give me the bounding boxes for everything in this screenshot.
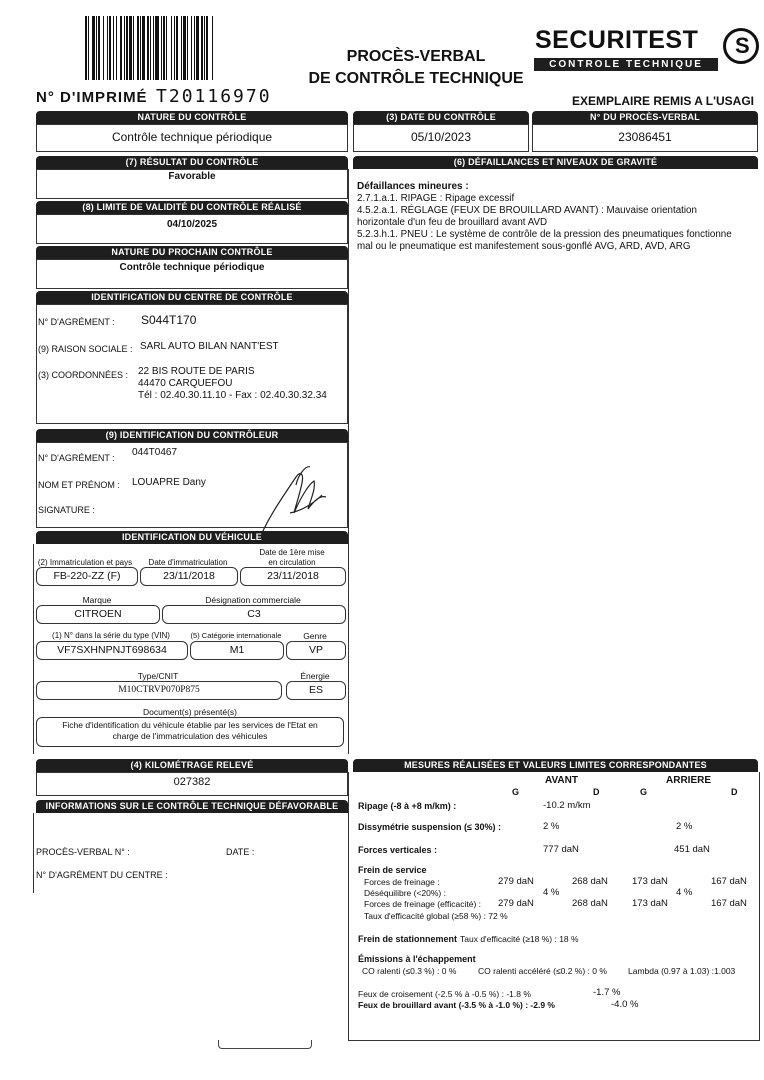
barcode-bar <box>201 16 203 80</box>
controleur-agrement-value: 044T0467 <box>132 447 178 458</box>
barcode-bar <box>161 16 162 80</box>
immat-field: FB-220-ZZ (F) <box>36 567 138 586</box>
prochain-value: Contrôle technique périodique <box>119 262 265 273</box>
frein-service-label: Frein de service <box>358 865 427 875</box>
immat-label: (2) Immatriculation et pays <box>37 558 133 567</box>
barcode-bar <box>187 16 188 80</box>
barcode-bar <box>166 16 167 80</box>
date-controle-header: (3) DATE DU CONTRÔLE <box>353 111 529 124</box>
document-line-2: charge de l'immatriculation des véhicules <box>112 731 268 741</box>
controleur-agrement-label: N° D'AGRÉMENT : <box>38 453 115 463</box>
bottom-left-mark <box>218 1040 312 1049</box>
barcode-bar <box>181 16 182 80</box>
exemplaire-label: EXEMPLAIRE REMIS A L'USAGI <box>572 94 754 108</box>
feux-brou: Feux de brouillard avant (-3.5 % à -1.0 %) : -2.9 % <box>358 1000 555 1010</box>
barcode-bar <box>140 16 141 80</box>
barcode-bar <box>196 16 199 80</box>
forces-vert-ar: 451 daN <box>674 844 710 855</box>
barcode-bar <box>191 16 192 80</box>
stationnement-value: Taux d'efficacité (≥18 %) : 18 % <box>460 934 579 944</box>
ff-ar-g: 173 daN <box>632 876 668 887</box>
deseq-av: 4 % <box>543 887 560 898</box>
dissym-label: Dissymétrie suspension (≤ 30%) : <box>358 822 501 832</box>
brand-sub: CONTROLE TECHNIQUE <box>534 58 718 71</box>
barcode-bar <box>204 16 205 80</box>
kilometrage-value: 027382 <box>173 776 211 788</box>
barcode-bar <box>155 16 158 80</box>
vin-field: VF7SXHNPNJT698634 <box>36 641 188 660</box>
defavorable-agrement-label: N° D'AGRÉMENT DU CENTRE : <box>36 870 168 880</box>
barcode-bar <box>113 16 114 80</box>
marque-label: Marque <box>82 595 112 605</box>
barcode-bar <box>212 16 213 80</box>
dissym-ar: 2 % <box>676 821 693 832</box>
centre-coord-label: (3) COORDONNÉES : <box>38 370 129 380</box>
document-line-1: Fiche d'identification du véhicule établie par les services de l'Etat en <box>62 720 318 730</box>
barcode-bar <box>163 16 165 80</box>
dissym-av: 2 % <box>543 821 560 832</box>
date-circ-label-2: en circulation <box>268 558 316 567</box>
ripage-label: Ripage (-8 à +8 m/km) : <box>358 801 457 811</box>
defaillance-line-2: 4.5.2.a.1. RÉGLAGE (FEUX DE BROUILLARD AVANT) : Mauvaise orientation <box>357 205 697 216</box>
documents-label: Document(s) présenté(s) <box>142 707 237 717</box>
barcode <box>85 16 275 80</box>
forces-vert-label: Forces verticales : <box>358 845 438 855</box>
ripage-value: -10.2 m/km <box>543 800 591 811</box>
resultat-header: (7) RÉSULTAT DU CONTRÔLE <box>36 156 348 169</box>
date-circ-field: 23/11/2018 <box>240 567 346 586</box>
col-av-g: G <box>512 787 520 797</box>
date-immat-label: Date d'immatriculation <box>148 558 228 567</box>
centre-coord-line3: Tél : 02.40.30.11.10 - Fax : 02.40.30.32.34 <box>138 390 327 401</box>
barcode-bar <box>147 16 149 80</box>
mesures-avant: AVANT <box>545 775 578 786</box>
barcode-bar <box>142 16 145 80</box>
num-pv-header: N° DU PROCÈS-VERBAL <box>532 111 758 124</box>
controleur-signature-label: SIGNATURE : <box>38 505 95 515</box>
defaillances-header: (6) DÉFAILLANCES ET NIVEAUX DE GRAVITÉ <box>353 156 758 169</box>
defavorable-header: INFORMATIONS SUR LE CONTRÔLE TECHNIQUE DÉFAVORABLE <box>36 800 348 813</box>
barcode-bar <box>116 16 117 80</box>
genre-field: VP <box>286 641 346 660</box>
barcode-bar <box>174 16 175 80</box>
controleur-nom-value: LOUAPRE Dany <box>132 477 206 488</box>
date-controle-value: 05/10/2023 <box>410 130 472 144</box>
designation-field: C3 <box>162 605 346 624</box>
defaillance-line-5: mal ou le pneumatique est manifestement sous-gonflé AVG, ARD, AVD, ARG <box>357 241 691 252</box>
centre-agrement-value: S044T170 <box>141 313 197 327</box>
categorie-field: M1 <box>190 641 284 660</box>
energie-label: Énergie <box>300 671 330 681</box>
lambda: Lambda (0.97 à 1.03) :1.003 <box>628 966 736 976</box>
barcode-bar <box>126 16 128 80</box>
validite-value: 04/10/2025 <box>166 219 218 230</box>
brand-name: SECURITEST <box>535 26 699 54</box>
defaillance-line-1: 2.7.1.a.1. RIPAGE : Ripage excessif <box>357 193 515 204</box>
centre-header: IDENTIFICATION DU CENTRE DE CONTRÔLE <box>36 291 348 304</box>
page-title-line1: PROCÈS-VERBAL <box>346 48 486 65</box>
ffe-ar-d: 167 daN <box>711 898 747 909</box>
barcode-bar <box>85 16 87 80</box>
mesures-header: MESURES RÉALISÉES ET VALEURS LIMITES CORRESPONDANTES <box>353 759 758 772</box>
imprime-label: N° D'IMPRIMÉ <box>36 89 148 106</box>
barcode-bar <box>124 16 125 80</box>
brand-s-icon: S <box>723 28 759 64</box>
imprime-number: T20116970 <box>156 86 272 107</box>
feux-brou-d: -4.0 % <box>611 999 639 1010</box>
ffe-label: Forces de freinage (efficacité) : <box>364 899 482 909</box>
barcode-bar <box>92 16 95 80</box>
defavorable-left-border <box>33 813 34 893</box>
barcode-bar <box>88 16 89 80</box>
genre-label: Genre <box>303 631 327 641</box>
col-ar-g: G <box>640 787 648 797</box>
categorie-label: (5) Catégorie internationale <box>190 631 282 640</box>
barcode-bar <box>129 16 132 80</box>
ffe-av-d: 268 daN <box>572 898 608 909</box>
centre-coord-line2: 44470 CARQUEFOU <box>138 378 233 389</box>
brand-logo <box>533 26 764 72</box>
ff-av-g: 279 daN <box>498 876 534 887</box>
barcode-bar <box>109 16 111 80</box>
validite-header: (8) LIMITE DE VALIDITÉ DU CONTRÔLE RÉALISÉ <box>36 201 348 214</box>
ff-ar-d: 167 daN <box>711 876 747 887</box>
designation-label: Désignation commerciale <box>205 595 301 605</box>
nature-controle-value: Contrôle technique périodique <box>111 130 273 144</box>
barcode-bar <box>103 16 104 80</box>
defaillances-title: Défaillances mineures : <box>357 181 469 192</box>
cnit-label: Type/CNIT <box>137 671 179 681</box>
ff-av-d: 268 daN <box>572 876 608 887</box>
defaillance-line-4: 5.2.3.h.1. PNEU : Le système de contrôle de la pression des pneumatiques fonctionne <box>357 229 732 240</box>
date-immat-field: 23/11/2018 <box>140 567 238 586</box>
barcode-bar <box>153 16 154 80</box>
centre-raison-label: (9) RAISON SOCIALE : <box>38 344 133 354</box>
controleur-header: (9) IDENTIFICATION DU CONTRÔLEUR <box>36 429 348 442</box>
resultat-value: Favorable <box>168 171 216 182</box>
barcode-bar <box>98 16 100 80</box>
forces-vert-av: 777 daN <box>543 844 579 855</box>
controleur-nom-label: NOM ET PRÉNOM : <box>38 480 120 490</box>
barcode-bar <box>107 16 108 80</box>
barcode-bar <box>150 16 151 80</box>
centre-coord-line1: 22 BIS ROUTE DE PARIS <box>138 366 255 377</box>
ffe-ar-g: 173 daN <box>632 898 668 909</box>
co-accel: CO ralenti accéléré (≤0.2 %) : 0 % <box>478 966 607 976</box>
barcode-bar <box>206 16 208 80</box>
feux-crois-d: -1.7 % <box>593 987 621 998</box>
kilometrage-header: (4) KILOMÉTRAGE RELEVÉ <box>36 759 348 772</box>
barcode-bar <box>96 16 97 80</box>
centre-raison-value: SARL AUTO BILAN NANT'EST <box>140 341 279 352</box>
barcode-bar <box>183 16 186 80</box>
barcode-bar <box>176 16 178 80</box>
forces-freinage-label: Forces de freinage : <box>364 877 440 887</box>
page-title-line2: DE CONTRÔLE TECHNIQUE <box>308 70 524 87</box>
marque-field: CITROEN <box>36 605 160 624</box>
barcode-bar <box>133 16 134 80</box>
deseq-label: Déséquilibre (<20%) : <box>364 888 446 898</box>
defavorable-pv-label: PROCÈS-VERBAL N° : <box>36 847 130 857</box>
barcode-bar <box>120 16 122 80</box>
num-pv-value: 23086451 <box>618 130 672 144</box>
taux-global: Taux d'efficacité global (≥58 %) : 72 % <box>364 911 508 921</box>
emissions-label: Émissions à l'échappement <box>358 954 476 964</box>
imprime-number-row <box>36 86 272 107</box>
co-ralenti: CO ralenti (≤0.3 %) : 0 % <box>362 966 457 976</box>
mesures-arriere: ARRIERE <box>666 775 712 786</box>
barcode-bar <box>194 16 195 80</box>
energie-field: ES <box>286 681 346 700</box>
col-av-d: D <box>593 787 600 797</box>
date-circ-label-1: Date de 1ère mise <box>259 548 325 557</box>
defavorable-date-label: DATE : <box>226 847 255 857</box>
col-ar-d: D <box>731 787 738 797</box>
prochain-header: NATURE DU PROCHAIN CONTRÔLE <box>36 246 348 259</box>
nature-controle-header: NATURE DU CONTRÔLE <box>36 111 348 124</box>
barcode-bar <box>137 16 139 80</box>
barcode-bar <box>171 16 172 80</box>
stationnement-label: Frein de stationnement <box>358 934 458 944</box>
defaillance-line-3: horizontale d'un feu de brouillard avant AVD <box>357 217 548 228</box>
centre-agrement-label: N° D'AGRÉMENT : <box>38 317 115 327</box>
ffe-av-g: 279 daN <box>498 898 534 909</box>
feux-crois: Feux de croisement (-2.5 % à -0.5 %) : -1.8 % <box>358 989 531 999</box>
vin-label: (1) N° dans la série du type (VIN) <box>52 631 170 640</box>
vehicule-header: IDENTIFICATION DU VÉHICULE <box>36 531 348 544</box>
deseq-ar: 4 % <box>676 887 693 898</box>
cnit-field: M10CTRVP070P875 <box>36 681 282 700</box>
